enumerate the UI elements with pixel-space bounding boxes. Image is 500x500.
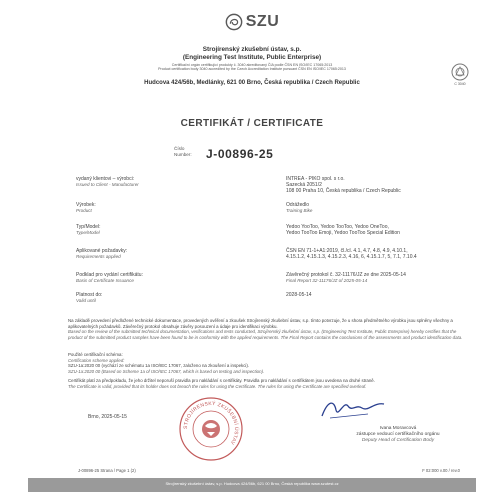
field-value-product [286,202,466,214]
value-line: Odrážedlo [286,202,310,208]
value-line: Závěrečný protokol č. 32-11176/JZ ze dne 2025-05-14 [286,272,406,278]
signer-name: Ivana Moravcová [379,426,417,431]
accreditation-line-en: Product certification body 3040 accredited by the Czech Accreditation Institute pursuant ČSN EN ISO/IEC 17065:2013 [158,67,346,72]
scheme-title-cz: Použité certifikační schéma: [68,352,123,357]
label-cz: Platnost do: [76,292,103,298]
official-stamp-icon [178,396,244,462]
scheme-text-en: SZU-1a:2020 00 (Based on Scheme 1a of ISO/IEC 17067, which is based on testing and inspection). [68,368,265,374]
accreditation-mark-icon [450,62,470,82]
label-cz: Typ/Model: [76,224,101,230]
certificate-page [28,6,476,492]
label-en: Valid until [76,298,96,303]
value-line: Final Report 32-11176/JZ of 2025-05-14 [286,278,368,283]
accreditation-mark-label: C 3040 [454,82,466,86]
field-label-product [76,202,96,214]
scheme-paragraph [68,352,468,374]
szu-logo-icon [225,13,243,31]
number-label-en: Number: [174,151,192,157]
institute-name-cz: Strojírenský zkušební ústav, s.p. [202,46,302,53]
value-line: Yedoo TooToo Emoji, Yedoo TooToo Special Edition [286,230,400,236]
field-value-basis [286,272,466,284]
scheme-title-en: Certification scheme applied: [68,357,125,363]
value-line: Sazecká 2051/2 [286,182,322,188]
value-line: INTREA - PIKO spol. s r.o. [286,176,345,182]
validity-text-en: The Certificate is valid, provided that its holder does not breach the rules for using the Certificate. The rules for using the Certificate are specified overleaf. [68,383,367,389]
label-en: Requirements applied [76,254,121,259]
institute-title [28,46,476,62]
label-cz: Aplikované požadavky: [76,248,128,254]
footer-form-code: F 02:000 v.00 / rev.0 [422,468,460,473]
field-label-client [76,176,139,188]
scheme-text-cz: SZU-1a:2020 00 (vychází ze schématu 1a ISO/IEC 17067, založeno na zkoušení a inspekci). [68,363,250,369]
field-label-valid [76,292,102,304]
signer-block [328,426,468,443]
institute-address: Hudcova 424/56b, Medlánky, 621 00 Brno, Česká republika / Czech Republic [144,80,360,86]
label-en: Issued to Client - Manufacturer [76,182,139,187]
accreditation-line-cz: Certifikační orgán certifikující produkty č. 3040 akreditovaný ČIA podle ČSN EN ISO/IEC 17065:2013 [171,63,333,67]
value-line: ČSN EN 71-1+A1:2019, čl./cl. 4.1, 4.7, 4.8, 4.9, 4.10.1, [286,248,408,254]
certificate-title: CERTIFIKÁT / CERTIFICATE [180,118,324,129]
label-cz: Výrobek: [76,202,96,208]
header-logo [28,10,476,34]
field-value-requirements [286,248,466,260]
value-line: 4.15.1.2, 4.15.1.3, 4.15.2.3, 4.16, 6, 4.15.1.7, 5, 7.1, 7.10.4 [286,254,417,260]
signer-role-en: Deputy Head of Certification Body [361,437,435,443]
basis-text-en: Based on the review of the submitted technical documentation, verifications and tests conducted, Strojírenský zkušební ústav, s.p. (Engineering Test Institute, Public Enterprise) hereby certifies that the product of the submitted product samples have been found to be in conformity with the applied requirements. The Final Report contains the conclusions of the assessments and product identification data. [68,329,463,340]
field-label-type [76,224,100,236]
accreditation-text [58,63,446,72]
label-en: Type/Model [76,230,100,235]
label-en: Product [76,208,92,213]
value-line: Training Bike [286,208,313,213]
footer-bar-text: Strojírenský zkušební ústav, s.p. Hudcova 424/56b, 621 00 Brno, Česká republika www.szutest.cz [165,481,339,486]
number-label [174,146,192,157]
field-label-basis [76,272,143,284]
stamp-text: STROJÍRENSKÝ ZKUŠEBNÍ ÚSTAV [182,400,240,446]
place-date: Brno, 2025-05-15 [88,414,127,420]
footer-page-info: J-00896-25 Strana / Page 1 (2) [78,468,136,473]
label-en: Basis of Certificate Issuance [76,278,134,283]
field-value-valid [286,292,466,298]
basis-text-cz: Na základě provedení předložené technické dokumentace, provedených ověření a zkoušek Strojírenský zkušební ústav, s.p. tímto potvrzuje, že u shora předmětného výrobku jsou splněny všechny a aplikovatelných požadavků. Závěrečný protokol obsahuje závěry posouzení a údaje pro identifikaci výrobku. [68,318,453,329]
number-label-cz: Číslo [174,146,185,151]
signer-role-cz: zástupce vedoucí certifikačního orgánu [356,431,440,437]
validity-text-cz: Certifikát platí za předpokladu, že jeho držitel neporuší pravidla pro nakládání s certifikáty. Pravidla pro nakládání s certifikátem jsou uvedena na druhé straně. [68,378,375,383]
label-cz: Podklad pro vydání certifikátu: [76,272,143,278]
basis-paragraph [68,318,468,340]
signature-icon [318,396,388,422]
field-value-client [286,176,466,194]
value-line: 2028-05-14 [286,292,312,298]
label-cz: vydaný klientovi – výrobci: [76,176,135,182]
certificate-number: J-00896-25 [206,147,274,161]
institute-name-en: (Engineering Test Institute, Public Enterprise) [182,54,322,61]
value-line: 108 00 Praha 10, Česká republika / Czech Republic [286,188,401,194]
field-label-requirements [76,248,127,260]
field-value-type [286,224,466,236]
value-line: Yedoo YooToo, Yedoo TooToo, Yedoo OneToo, [286,224,389,230]
logo-text: SZU [245,13,280,30]
validity-paragraph [68,378,468,389]
